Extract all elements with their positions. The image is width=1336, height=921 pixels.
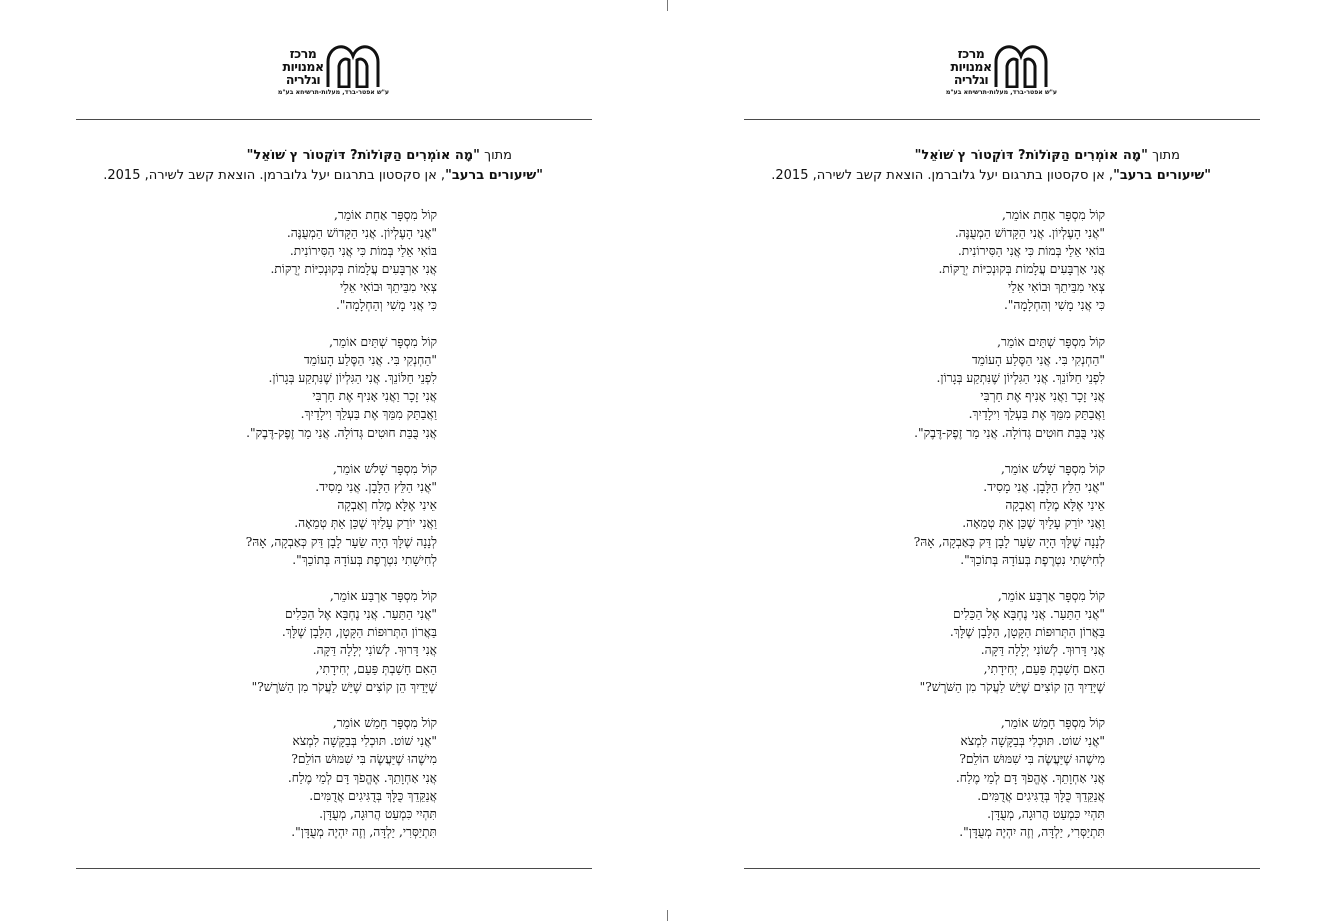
poem-line: אֲנִי זָכָר וַאֲנִי אָנִיף אֶת חַרְבִּי [980,389,1105,404]
arch-logo-icon [325,44,381,88]
poem-line: "אֲנִי שׁוֹט. תּוּכְלִי בְּבַקָּשָׁה לִמְצֹא [292,734,437,749]
poem-line: "אֲנִי הָעֶלְיוֹן. אֲנִי הַקָּדוֹשׁ הַמְעֻנֶּה. [954,226,1105,241]
poem-line: תִּהְיִי כִּמְעַט הֲרוּגָה, מְעֻדָּן. [987,806,1105,821]
poem-line: לְחִישָׁתִי נִטְרֶפֶת בְּעוֹדָהּ בְּתוֹכֵךְ". [292,552,437,567]
logo-line-2: אמנויות [282,59,324,74]
poem-line: לִפְנֵי חַלּוֹנֵךְ. אֲנִי הַגִּלְיוֹן שֶׁנִּתְקַע בְּגָרוֹן. [936,371,1105,386]
poem-line: צְאִי מִבֵּיתֵךְ וּבוֹאִי אֵלַי [339,280,437,295]
poem-line: תִּתְיַסְּרִי, יַלְדָּה, וְזֶה יִהְיֶה מְעֻדָּן". [959,824,1105,839]
page-divider-top-mark [667,0,668,11]
page-divider-bottom-mark [667,910,668,921]
poem-line: אֲנִי בֻּבַּת חוּטִים גְּדוֹלָה. אֲנִי מַר זֶפֶק-דֶּבֶק". [914,425,1105,440]
poem-stanza [77,587,437,696]
poem-line: אֲנִי זָכָר וַאֲנִי אָנִיף אֶת חַרְבִּי [312,389,437,404]
poem-line: קוֹל מִסְפָּר חָמֵשׁ אוֹמֵר, [332,716,437,731]
top-rule [76,119,592,120]
from-label: מתוך [1152,148,1180,163]
poem-line: מִישֶׁהוּ שֶׁיַּעֲשֶׂה בִּי שִׁמּוּשׁ הוֹלֵם? [291,752,437,767]
poem-line: "אֲנִי הַתַּעַר. אֲנִי נֶחְבָּא אֶל הַכֵּלִים [285,607,437,622]
poem-stanza [745,460,1105,569]
book-title: "שיעורים ברעב" [445,168,543,183]
poem-line: לִפְנֵי חַלּוֹנֵךְ. אֲנִי הַגִּלְיוֹן שֶׁנִּתְקַע בְּגָרוֹן. [268,371,437,386]
poem-line: אֲנִי אַחְוָתֵךְ. אֶהֱפֹךְ דָּם לְמֵי מֶלַח. [955,770,1105,785]
bottom-rule [744,868,1260,869]
poem-stanza [77,714,437,841]
poem-stanza [745,714,1105,841]
poem-line: לְנָנָה שֶׁלָּךְ הָיָה שֵׂעָר לָבָן דַּק כְּאַבְקָה, אָהּ? [245,534,437,549]
poem-line: צְאִי מִבֵּיתֵךְ וּבוֹאִי אֵלַי [1007,280,1105,295]
poem-line: קוֹל מִסְפָּר אַרְבַּע אוֹמֵר, [329,589,437,604]
poem-line: אֲנִי אַחְוָתֵךְ. אֶהֱפֹךְ דָּם לְמֵי מֶלַח. [287,770,437,785]
poem-line: תִּתְיַסְּרִי, יַלְדָּה, וְזֶה יִהְיֶה מְעֻדָּן". [291,824,437,839]
poem-line: קוֹל מִסְפָּר שְׁתַּיִם אוֹמֵר, [997,335,1105,350]
poem-line: מִישֶׁהוּ שֶׁיַּעֲשֶׂה בִּי שִׁמּוּשׁ הוֹלֵם? [959,752,1105,767]
poem-line: קוֹל מִסְפָּר חָמֵשׁ אוֹמֵר, [1000,716,1105,731]
poem-stanza [77,460,437,569]
poem-line: וַאֲנִי יוֹרֵק עָלַיִךְ שֶׁכֵּן אַתְּ טְמֵאָה. [962,516,1105,531]
poem-line: לְנָנָה שֶׁלָּךְ הָיָה שֵׂעָר לָבָן דַּק כְּאַבְקָה, אָהּ? [913,534,1105,549]
logo-line-2: אמנויות [950,59,992,74]
poem-title: "מָה אוֹמְרִים הַקּוֹלוֹת? דּוֹקְטוֹר ץ שׁוֹאֵל" [914,148,1148,163]
poem-line: קוֹל מִסְפָּר שָׁלֹשׁ אוֹמֵר, [1001,462,1105,477]
poem-line: קוֹל מִסְפָּר שְׁתַּיִם אוֹמֵר, [329,335,437,350]
book-title: "שיעורים ברעב" [1113,168,1211,183]
gallery-logo [945,44,1059,100]
page-left [76,0,592,921]
source-line [915,148,1180,163]
poem-line: שֶׁיָּדַיִךְ הֵן קוֹצִים שֶׁיֵּשׁ לַעֲקֹר מִן הַשֹּׁרֶשׁ?" [251,679,437,694]
poem-line: "הַחְנְקִי בִּי. אֲנִי הַסֶּלַע הָעוֹמֵד [971,353,1105,368]
poem-line: קוֹל מִסְפָּר אַחַת אוֹמֵר, [1002,208,1105,222]
poem-stanza [745,587,1105,696]
poem-line: אֲנִי דָּרוּךְ. לְשׁוֹנִי יְלָלָה דַּקָּה. [980,643,1105,658]
poem-line: אֲנִי אַרְבָּעִים עֲלָמוֹת בְּקוּנְכִיּוֹת יְרֻקּוֹת. [938,262,1105,277]
poem-line: כִּי אֲנִי מָשִׁי וְהַחְלָמָה". [335,298,437,313]
poem-line: כִּי אֲנִי מָשִׁי וְהַחְלָמָה". [1003,298,1105,313]
logo-line-3: וגלריה [953,72,989,87]
book-details: , אן סקסטון בתרגום יעל גלוברמן. הוצאת קשב לשירה, 2015. [103,168,446,183]
poem-line: "הַחְנְקִי בִּי. אֲנִי הַסֶּלַע הָעוֹמֵד [303,353,437,368]
poem-line: אֵינִי אֶלָּא מֶלַח וְאַבְקָה [337,498,437,513]
poem-stanza [745,206,1105,315]
poem-line: בּוֹאִי אֵלַי בְּמוֹת כִּי אֲנִי הַסִּירוֹנִית. [289,244,437,259]
poem-stanza [745,333,1105,442]
poem-line: אֲנַקֵּדֵךְ כֻּלָּךְ בְּדֻגִּיגִים אֲדֻמִּים. [309,788,437,803]
bottom-rule [76,868,592,869]
book-line [103,168,543,183]
poem-stanza [77,333,437,442]
logo-line-3: וגלריה [285,72,321,87]
book-details: , אן סקסטון בתרגום יעל גלוברמן. הוצאת קשב לשירה, 2015. [771,168,1114,183]
poem-line: "אֲנִי הַלֵּץ הַלָּבָן. אֲנִי מָסִיד. [315,480,437,495]
poem-line: "אֲנִי הָעֶלְיוֹן. אֲנִי הַקָּדוֹשׁ הַמְעֻנֶּה. [286,226,437,241]
poem-line: בַּאֲרוֹן הַתְּרוּפוֹת הַקָּטָן, הַלָּבָן שֶׁלָּךְ. [281,625,437,640]
source-line [247,148,512,163]
poem-line: אֲנִי אַרְבָּעִים עֲלָמוֹת בְּקוּנְכִיּוֹת יְרֻקּוֹת. [270,262,437,277]
poem-line: לְחִישָׁתִי נִטְרֶפֶת בְּעוֹדָהּ בְּתוֹכֵךְ". [960,552,1105,567]
poem-stanza [77,206,437,315]
from-label: מתוך [484,148,512,163]
poem-line: שֶׁיָּדַיִךְ הֵן קוֹצִים שֶׁיֵּשׁ לַעֲקֹר מִן הַשֹּׁרֶשׁ?" [919,679,1105,694]
poem-line: אֲנִי בֻּבַּת חוּטִים גְּדוֹלָה. אֲנִי מַר זֶפֶק-דֶּבֶק". [246,425,437,440]
poem-line: וַאֲבַתֵּק מִמֵּךְ אֶת בַּעְלֵךְ וִילָדַיִךְ. [300,407,437,422]
book-line [771,168,1211,183]
poem-line: "אֲנִי שׁוֹט. תּוּכְלִי בְּבַקָּשָׁה לִמְצֹא [960,734,1105,749]
poem-line: אֵינִי אֶלָּא מֶלַח וְאַבְקָה [1005,498,1105,513]
poem-line: קוֹל מִסְפָּר אַרְבַּע אוֹמֵר, [997,589,1105,604]
poem-line: "אֲנִי הַתַּעַר. אֲנִי נֶחְבָּא אֶל הַכֵּלִים [953,607,1105,622]
logo-subtitle: ע"ש אפטר-ברד, מעלות-תרשיחא בע"מ [945,89,1057,96]
poem-line: קוֹל מִסְפָּר אַחַת אוֹמֵר, [334,208,437,222]
gallery-logo [277,44,391,100]
logo-line-1: מרכז [957,46,985,61]
arch-logo-icon [993,44,1049,88]
poem-line: בּוֹאִי אֵלַי בְּמוֹת כִּי אֲנִי הַסִּירוֹנִית. [957,244,1105,259]
poem-line: אֲנַקֵּדֵךְ כֻּלָּךְ בְּדֻגִּיגִים אֲדֻמִּים. [977,788,1105,803]
poem-line: וַאֲנִי יוֹרֵק עָלַיִךְ שֶׁכֵּן אַתְּ טְמֵאָה. [294,516,437,531]
poem-line: קוֹל מִסְפָּר שָׁלֹשׁ אוֹמֵר, [333,462,437,477]
poem-line: תִּהְיִי כִּמְעַט הֲרוּגָה, מְעֻדָּן. [319,806,437,821]
poem-line: אֲנִי דָּרוּךְ. לְשׁוֹנִי יְלָלָה דַּקָּה. [312,643,437,658]
poem-line: הַאִם חָשַׁבְתְּ פַּעַם, יְחִידָתִי, [315,661,437,676]
poem-line: "אֲנִי הַלֵּץ הַלָּבָן. אֲנִי מָסִיד. [983,480,1105,495]
top-rule [744,119,1260,120]
poem-body [77,206,437,859]
logo-subtitle: ע"ש אפטר-ברד, מעלות-תרשיחא בע"מ [277,89,389,96]
logo-line-1: מרכז [289,46,317,61]
poem-title: "מָה אוֹמְרִים הַקּוֹלוֹת? דּוֹקְטוֹר ץ שׁוֹאֵל" [246,148,480,163]
poem-line: וַאֲבַתֵּק מִמֵּךְ אֶת בַּעְלֵךְ וִילָדַיִךְ. [968,407,1105,422]
poem-line: הַאִם חָשַׁבְתְּ פַּעַם, יְחִידָתִי, [983,661,1105,676]
poem-body [745,206,1105,859]
page-right [744,0,1260,921]
poem-line: בַּאֲרוֹן הַתְּרוּפוֹת הַקָּטָן, הַלָּבָן שֶׁלָּךְ. [949,625,1105,640]
